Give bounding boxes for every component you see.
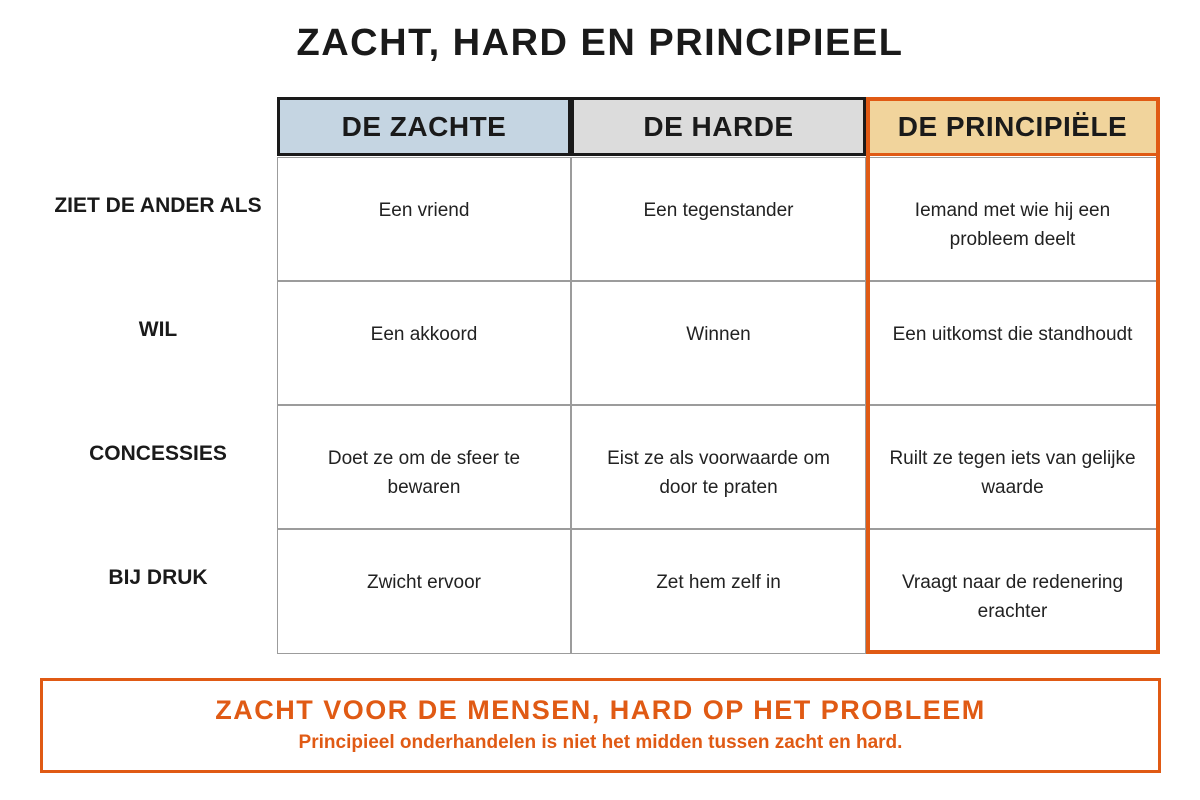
row-label: CONCESSIES — [89, 442, 227, 465]
column-header-principled: DE PRINCIPIËLE — [866, 97, 1159, 156]
table-cell: Zwicht ervoor — [277, 529, 571, 654]
takeaway-box — [40, 678, 1161, 773]
table-cell: Een vriend — [277, 157, 571, 281]
table-cell: Doet ze om de sfeer te bewaren — [277, 405, 571, 529]
column-header-soft: DE ZACHTE — [277, 97, 571, 156]
table-cell: Vraagt naar de redenering erachter — [866, 529, 1159, 654]
takeaway-subtitle: Principieel onderhandelen is niet het midden tussen zacht en hard. — [298, 732, 903, 753]
page-title: ZACHT, HARD EN PRINCIPIEEL — [296, 22, 904, 64]
row-label: BIJ DRUK — [108, 566, 208, 589]
table-cell: Een tegenstander — [571, 157, 866, 281]
takeaway-title: ZACHT VOOR DE MENSEN, HARD OP HET PROBLEEM — [215, 695, 986, 725]
table-cell: Eist ze als voorwaarde om door te praten — [571, 405, 866, 529]
column-header-hard: DE HARDE — [571, 97, 866, 156]
row-label: ZIET DE ANDER ALS — [54, 194, 262, 217]
table-cell: Winnen — [571, 281, 866, 405]
table-cell: Zet hem zelf in — [571, 529, 866, 654]
table-cell: Een uitkomst die standhoudt — [866, 281, 1159, 405]
comparison-table — [277, 97, 1159, 654]
table-cell: Iemand met wie hij een probleem deelt — [866, 157, 1159, 281]
table-cell: Een akkoord — [277, 281, 571, 405]
row-label: WIL — [138, 318, 178, 341]
table-cell: Ruilt ze tegen iets van gelijke waarde — [866, 405, 1159, 529]
